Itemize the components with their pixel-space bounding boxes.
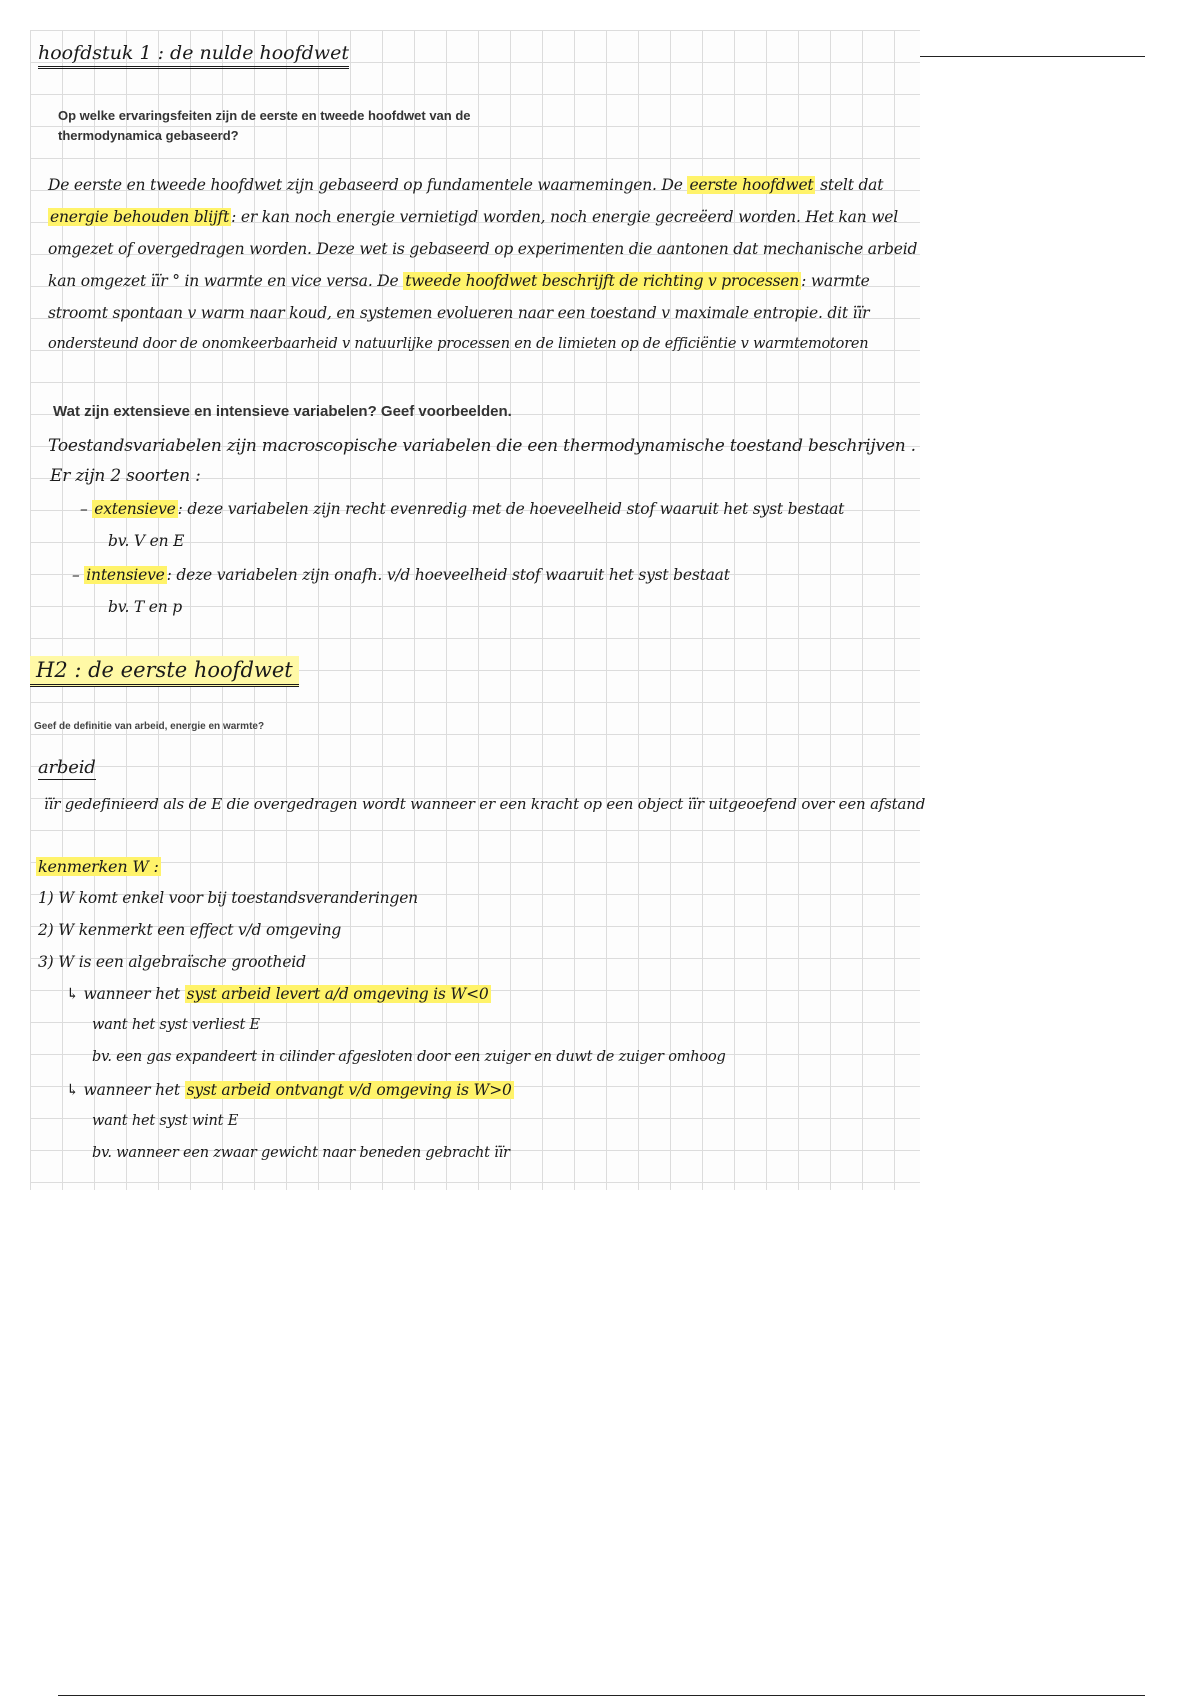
negative-work-example: bv. een gas expandeert in cilinder afgesloten door een zuiger en duwt de zuiger omhoog [92, 1049, 726, 1065]
positive-work-example: bv. wanneer een zwaar gewicht naar beneden gebracht ïïr [92, 1145, 510, 1161]
kenmerken-title: kenmerken W : [38, 857, 159, 876]
answer-1-line: ondersteund door de onomkeerbaarheid v natuurlijke processen en de limieten op de efficiëntie v warmtemotoren [48, 336, 869, 352]
intensive-item: – intensieve : deze variabelen zijn onafh. v/d hoeveelheid stof waaruit het syst bestaat [72, 566, 730, 584]
negative-work-case: ↳ wanneer het syst arbeid levert a/d omgeving is W<0 [66, 985, 489, 1003]
question-1: Op welke ervaringsfeiten zijn de eerste en tweede hoofdwet van de thermodynamica gebaseerd? [58, 108, 471, 143]
answer-2-kinds: Er zijn 2 soorten : [50, 466, 201, 486]
intensive-label: intensieve [86, 566, 165, 584]
property-item: 1) W komt enkel voor bij toestandsveranderingen [38, 889, 418, 907]
footer-rule [58, 1695, 1145, 1696]
positive-work-case: ↳ wanneer het syst arbeid ontvangt v/d omgeving is W>0 [66, 1081, 512, 1099]
positive-work-reason: want het syst wint E [92, 1113, 239, 1129]
property-item: 2) W kenmerkt een effect v/d omgeving [38, 921, 342, 939]
answer-1-line: energie behouden blijft : er kan noch energie vernietigd worden, noch energie gecreëerd worden. Het kan wel [50, 208, 899, 226]
answer-2-intro: Toestandsvariabelen zijn macroscopische variabelen die een thermodynamische toestand beschrijven . [48, 436, 916, 456]
intensive-example: bv. T en p [108, 598, 182, 616]
extensive-item: – extensieve : deze variabelen zijn recht evenredig met de hoeveelheid stof waaruit het syst bestaat [80, 500, 845, 518]
answer-1-line: stroomt spontaan v warm naar koud, en systemen evolueren naar een toestand v maximale entropie. dit ïïr [48, 304, 870, 322]
header-rule [920, 56, 1145, 57]
question-3: Geef de definitie van arbeid, energie en warmte? [34, 721, 265, 732]
term-arbeid: arbeid [38, 757, 96, 778]
answer-1-line: omgezet of overgedragen worden. Deze wet is gebaseerd op experimenten die aantonen dat mechanische arbeid [48, 240, 918, 258]
answer-1-line: kan omgezet ïïr ° in warmte en vice versa. De tweede hoofdwet beschrijft de richting v processen : warmte [48, 272, 870, 290]
chapter1-title: hoofdstuk 1 : de nulde hoofdwet [38, 42, 349, 64]
chapter2-title: H2 : de eerste hoofdwet [30, 658, 299, 682]
extensive-label: extensieve [94, 500, 176, 518]
property-item: 3) W is een algebraïsche grootheid [38, 953, 306, 971]
extensive-example: bv. V en E [108, 532, 185, 550]
arbeid-definition: ïïr gedefinieerd als de E die overgedragen wordt wanneer er een kracht op een object ïïr uitgeoefend over een afstand [44, 795, 926, 813]
negative-work-reason: want het syst verliest E [92, 1017, 260, 1033]
answer-1-line: De eerste en tweede hoofdwet zijn gebaseerd op fundamentele waarnemingen. De eerste hoofdwet stelt dat [48, 176, 884, 194]
question-2: Wat zijn extensieve en intensieve variabelen? Geef voorbeelden. [53, 403, 512, 420]
